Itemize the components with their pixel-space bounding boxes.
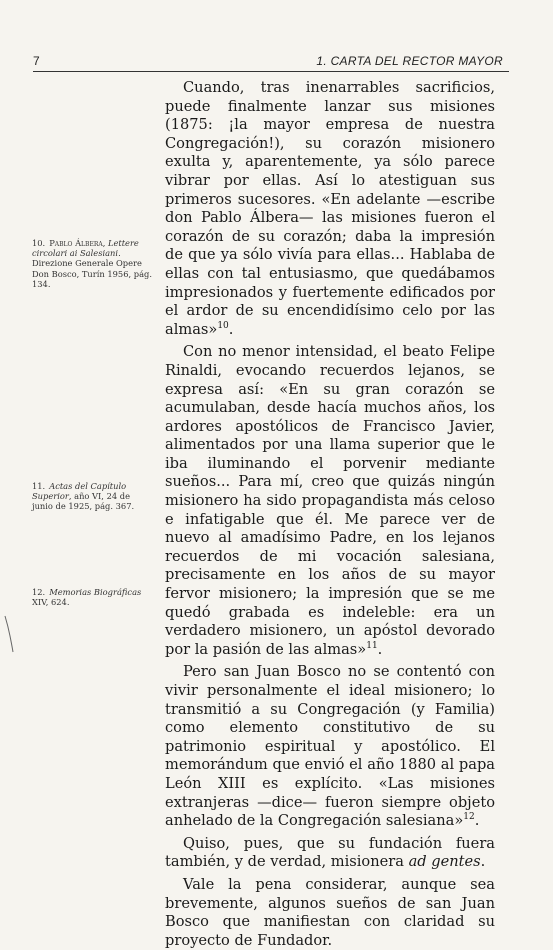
paragraph-tail: . [474, 812, 480, 830]
main-text [165, 79, 495, 950]
paragraph-tail: . [480, 853, 486, 871]
note-number: 10. [32, 238, 46, 248]
paragraph [165, 79, 495, 339]
side-note-12 [32, 587, 152, 607]
side-note-11 [32, 481, 152, 512]
footnote-ref: 11 [366, 640, 378, 651]
paragraph [165, 876, 495, 950]
emphasis-ad-gentes: ad gentes [408, 853, 481, 871]
running-title: 1. CARTA DEL RECTOR MAYOR [316, 54, 503, 68]
paragraph-text: Cuando, tras inenarrables sacrificios, puede finalmente lanzar sus misiones (1875: ¡la mayor empresa de nuestra Congregación!), su corazón misionero exulta y, aparentemente, ya sólo parece vibrar por ellas. Así lo atestiguan sus primeros sucesores. «En adelante —escribe don Pablo Álbera— las misiones fueron el corazón de su corazón; daba la impresión de que ya sólo vivía para ellas... Hablaba de ellas con tal entusiasmo, que quedábamos impresionados y fuertemente edificados por el ardor de su encendidísimo celo por las almas» [165, 79, 495, 338]
note-number: 11. [32, 481, 46, 491]
paragraph-text: Vale la pena considerar, aunque sea brevemente, algunos sueños de san Juan Bosco que manifiestan con claridad su proyecto de Fundador. [165, 875, 495, 949]
note-title: Memorias Biográficas [49, 587, 142, 597]
note-title: Lettere circolari ai Salesiani [32, 238, 139, 259]
paragraph-text: Pero san Juan Bosco no se contentó con vivir personalmente el ideal misionero; lo transmitió a su Congregación (y Familia) como elemento constitutivo de su patrimonio espiritual y apostólico. El memorándum que envió el año 1880 al papa León XIII es explícito. «Las misiones extranjeras —dice— fueron siempre objeto anhelado de la Congregación salesiana» [165, 663, 495, 830]
note-text: , año VI, 24 de junio de 1925, pág. 367. [32, 491, 135, 512]
paragraph-tail: . [377, 640, 383, 658]
paragraph-text: Con no menor intensidad, el beato Felipe Rinaldi, evocando recuerdos lejanos, se expresa así: «En su gran corazón se acumulaban, desde hacía muchos años, los ardores apostólicos de Francisco Javier, alimentados por una llama superior que le iba iluminando el porvenir mediante sueños... Para mí, creo que quizás ningún misionero ha sido propagandista más celoso e infatigable que él. Me parece ver de nuevo al amadísimo Padre, en los lejanos recuerdos de mi vocación salesiana, precisamente en los años de su mayor fervor misionero; la impresión que se me quedó grabada es indeleble: era un verdadero misionero, un apóstol devorado por la pasión de las almas» [165, 343, 495, 658]
note-number: 12. [32, 587, 46, 597]
note-author: Pablo Álbera [49, 238, 103, 248]
page-number: 7 [33, 54, 40, 68]
side-note-10: 10. Pablo Álbera, Lettere circolari ai Salesiani. Direzione Generale Opere Don Bosco, Turín 1956, pág. 134. [32, 238, 152, 289]
footnote-ref: 10 [217, 320, 229, 331]
note-text: XIV, 624. [32, 597, 70, 608]
paragraph [165, 343, 495, 659]
paragraph-tail: . [228, 320, 234, 338]
header-rule [33, 71, 509, 72]
note-title: Actas del Capítulo Superior [32, 481, 127, 502]
paragraph-text: Quiso, pues, que su fundación fuera también, y de verdad, misionera [165, 834, 495, 871]
footnote-ref: 12 [463, 812, 475, 823]
paragraph [165, 663, 495, 830]
note-text: . Direzione Generale Opere Don Bosco, Turín 1956, pág. 134. [32, 248, 152, 289]
paragraph [165, 835, 495, 872]
margin-pencil-mark [2, 614, 16, 654]
